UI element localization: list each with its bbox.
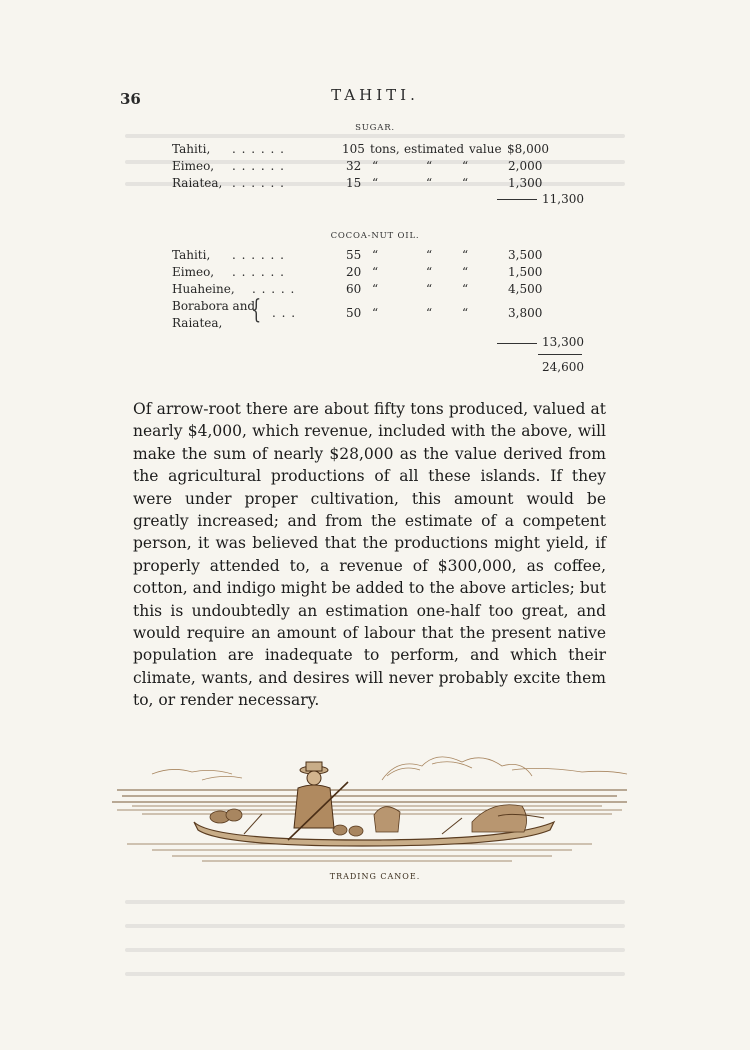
sky-clouds (152, 757, 627, 780)
table-row (0, 282, 750, 298)
ditto-mark: “ (462, 282, 469, 296)
row-leader: . . . . . . (232, 159, 285, 173)
row-value: 3,500 (508, 248, 543, 262)
row-value: 3,800 (508, 306, 543, 320)
row-leader: . . . (272, 306, 297, 320)
ditto-mark: “ (426, 248, 433, 262)
row-quantity: 15 (346, 176, 362, 190)
row-estimated: estimated (404, 142, 465, 156)
row-quantity: 20 (346, 265, 362, 279)
ditto-mark: “ (372, 265, 379, 279)
ditto-mark: “ (372, 282, 379, 296)
paddler-figure (294, 762, 334, 828)
row-name: Raiatea, (172, 316, 223, 330)
table-row (0, 159, 750, 175)
row-quantity: 105 (342, 142, 365, 156)
show-through-line (125, 900, 625, 904)
ditto-mark: “ (462, 159, 469, 173)
water-lines (117, 806, 622, 861)
row-name: Huaheine, (172, 282, 235, 296)
row-value: 2,000 (508, 159, 543, 173)
ditto-mark: “ (372, 176, 379, 190)
show-through-line (125, 948, 625, 952)
brace-mark: { (251, 295, 262, 325)
ditto-mark: “ (426, 159, 433, 173)
ditto-mark: “ (462, 176, 469, 190)
row-quantity: 60 (346, 282, 362, 296)
ditto-mark: “ (462, 306, 469, 320)
ditto-mark: “ (462, 248, 469, 262)
show-through-line (125, 972, 625, 976)
row-name: Eimeo, (172, 159, 215, 173)
table-row (0, 142, 750, 158)
page-number: 36 (120, 90, 141, 108)
row-quantity: 50 (346, 306, 362, 320)
body-paragraph: Of arrow-root there are about fifty tons produced, valued at nearly $4,000, which revenue, included with the above, will make the sum of nearly $28,000 as the value derived from the agricultural productions of all these islands. If they were under proper cultivation, this amount would be greatly increased; and from the estimate of a competent person, it was believed that the productions might yield, if properly attended to, a revenue of $300,000, as coffee, cotton, and indigo might be added to the above articles; but this is undoubtedly an estimation one-half too great, and would require an amount of labour that the present native population are inadequate to perform, and which their climate, wants, and desires will never probably excite them to, or render necessary. (133, 400, 606, 710)
row-unit: tons, (370, 142, 400, 156)
row-leader: . . . . . . (232, 176, 285, 190)
table-row (0, 176, 750, 192)
cocoa-nut-oil-heading: COCOA-NUT OIL. (330, 231, 420, 241)
ditto-mark: “ (372, 159, 379, 173)
row-name: Raiatea, (172, 176, 223, 190)
row-quantity: 32 (346, 159, 362, 173)
total-rule (538, 354, 582, 355)
trading-canoe-illustration (112, 740, 632, 870)
show-through-line (125, 134, 625, 138)
row-value-label: value (469, 142, 502, 156)
table-row (0, 316, 750, 332)
row-leader: . . . . . . (232, 248, 285, 262)
ditto-mark: “ (462, 265, 469, 279)
cocoa-subtotal: 13,300 (542, 335, 584, 349)
ditto-mark: “ (426, 306, 433, 320)
row-value: 4,500 (508, 282, 543, 296)
ditto-mark: “ (426, 176, 433, 190)
cargo (210, 805, 527, 836)
table-row (0, 248, 750, 264)
horizon-lines (112, 790, 627, 802)
subtotal-rule (497, 199, 537, 200)
sugar-subtotal: 11,300 (542, 192, 584, 206)
ditto-mark: “ (426, 282, 433, 296)
sugar-heading: SUGAR. (355, 123, 395, 133)
table-row (0, 265, 750, 281)
ditto-mark: “ (372, 306, 379, 320)
running-head: TAHITI. (331, 86, 419, 104)
row-name: Tahiti, (172, 248, 211, 262)
row-leader: . . . . . . (232, 265, 285, 279)
row-name: Borabora and (172, 299, 256, 313)
show-through-line (125, 924, 625, 928)
ditto-mark: “ (426, 265, 433, 279)
grand-total: 24,600 (542, 360, 584, 374)
row-value: 1,300 (508, 176, 543, 190)
row-name: Tahiti, (172, 142, 211, 156)
illustration-caption: TRADING CANOE. (329, 872, 421, 881)
row-value: $8,000 (507, 142, 549, 156)
row-leader: . . . . . (252, 282, 296, 296)
row-name: Eimeo, (172, 265, 215, 279)
row-value: 1,500 (508, 265, 543, 279)
subtotal-rule (497, 343, 537, 344)
row-quantity: 55 (346, 248, 362, 262)
row-leader: . . . . . . (232, 142, 285, 156)
ditto-mark: “ (372, 248, 379, 262)
